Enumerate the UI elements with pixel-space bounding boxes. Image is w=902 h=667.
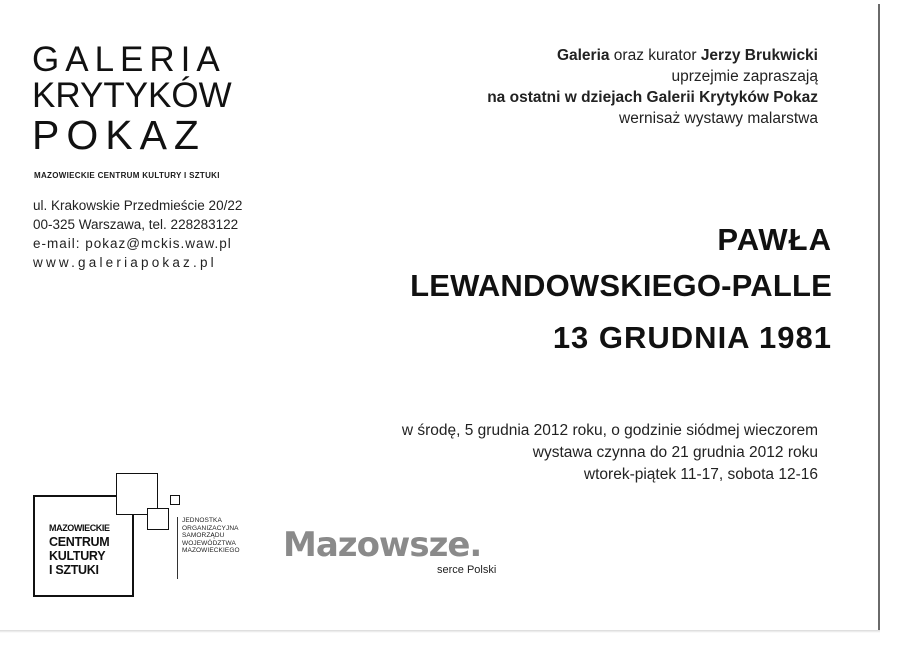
invitation-line2: uprzejmie zapraszają [671,68,818,85]
mckis-logo-divider [177,517,178,579]
event-details [402,420,818,486]
mckis-logo-line1: MAZOWIECKIE [49,523,110,533]
open-until: wystawa czynna do 21 grudnia 2012 roku [532,444,818,461]
gallery-name-line1: GALERIA [32,40,226,79]
invitation-text [487,45,818,129]
invitation-curator: Jerzy Brukwicki [700,47,818,64]
mckis-org-line: WOJEWÓDZTWA [182,539,236,547]
mckis-logo-line2: CENTRUM [49,535,110,549]
mckis-org-line: JEDNOSTKA [182,517,222,524]
mckis-logo-square-small [170,495,180,505]
exhibition-title [410,222,832,362]
gallery-contact [33,196,242,272]
gallery-subtitle: MAZOWIECKIE CENTRUM KULTURY I SZTUKI [34,171,220,180]
mckis-logo-line3: KULTURY [49,549,106,563]
mckis-org-line: SAMORZĄDU [182,532,225,539]
gallery-name-line3: POKAZ [32,112,206,158]
mckis-org-line: MAZOWIECKIEGO [182,547,240,554]
invitation-connector: oraz kurator [609,47,701,64]
mckis-logo-line4: I SZTUKI [49,563,99,577]
opening-info: w środę, 5 grudnia 2012 roku, o godzinie siódmej wieczorem [401,422,818,439]
mckis-org-text [182,517,240,555]
mazowsze-wordmark: Mazowsze. [283,525,482,565]
opening-hours: wtorek-piątek 11-17, sobota 12-16 [583,466,818,483]
mckis-logo-square-medium [147,508,169,530]
gallery-website: www.galeriapokaz.pl [33,255,217,270]
invitation-line4: wernisaż wystawy malarstwa [619,110,818,127]
invitation-line3 [487,87,818,108]
mckis-logo-text [49,521,110,577]
mazowsze-logo [283,525,523,585]
card-edge [878,4,880,630]
invitation-line1 [487,45,818,66]
gallery-city-phone: 00-325 Warszawa, tel. 228283122 [33,217,239,232]
invitation-host: Galeria [556,47,610,64]
mckis-org-line: ORGANIZACYJNA [182,524,239,532]
artist-last-name: LEWANDOWSKIEGO-PALLE [410,268,832,303]
gallery-name-line2: KRYTYKÓW [32,76,232,115]
gallery-address: ul. Krakowskie Przedmieście 20/22 [33,198,243,213]
exhibition-date-title: 13 GRUDNIA 1981 [552,320,832,355]
card-shadow [0,630,880,633]
mazowsze-tagline: serce Polski [437,564,497,576]
artist-first-name: PAWŁA [717,222,832,257]
mckis-logo [33,473,253,603]
gallery-logo [32,42,232,156]
invitation-line3-text: na ostatni w dziejach Galerii Krytyków Pokaz [487,89,818,106]
gallery-email: e-mail: pokaz@mckis.waw.pl [33,236,232,251]
